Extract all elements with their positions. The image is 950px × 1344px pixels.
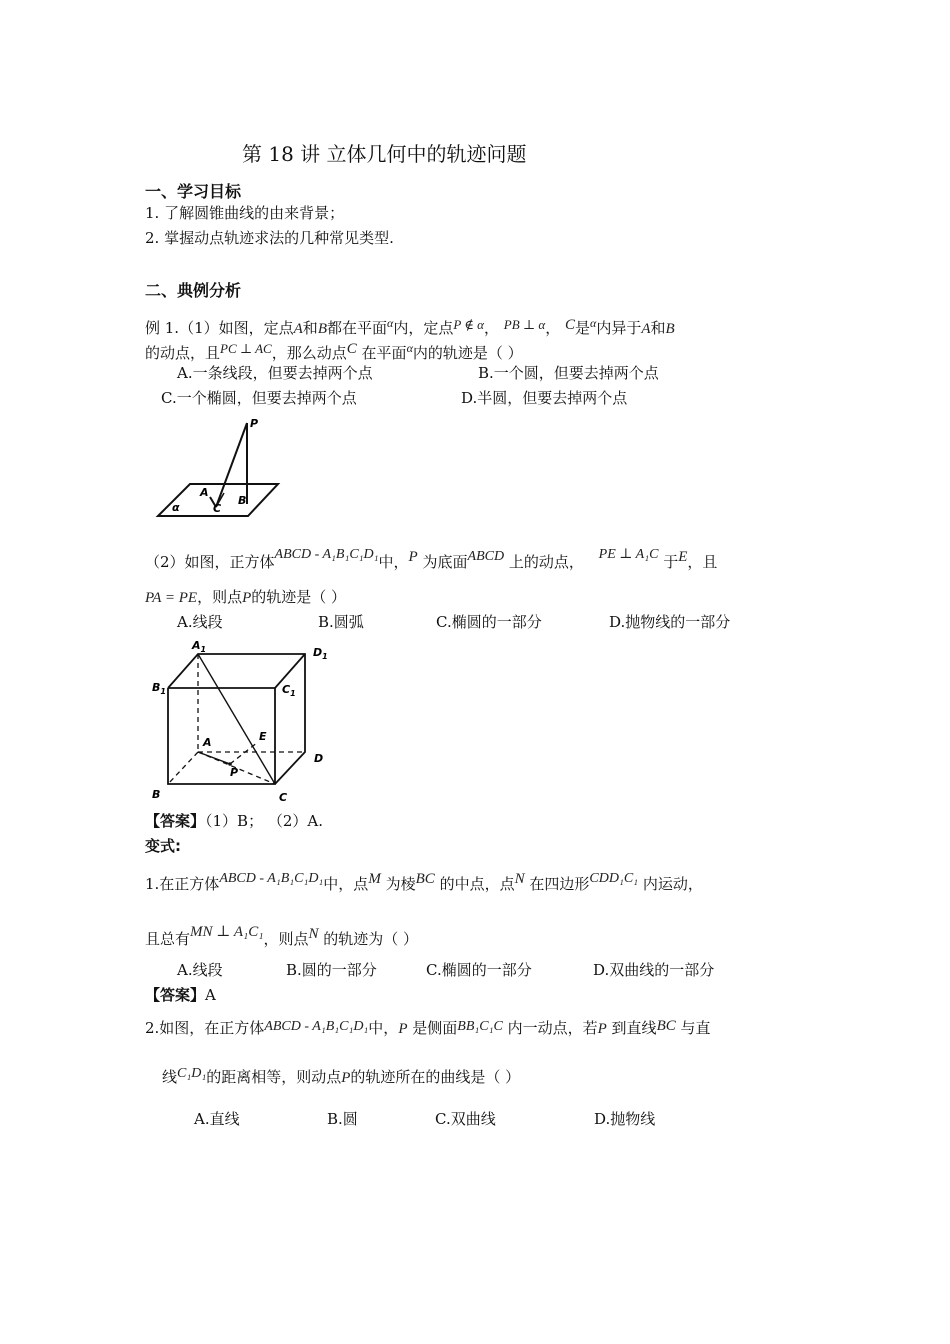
cube-label-d1: $D_1$ — [313, 646, 328, 661]
ex2-option-b: B.圆弧 — [318, 613, 364, 631]
goal-item-1: 1. 了解圆锥曲线的由来背景； — [145, 204, 345, 222]
diagonal-a1-c — [198, 654, 275, 784]
cube-label-b: B — [152, 788, 161, 801]
segment-a-p — [198, 752, 230, 764]
v2-option-a: A.直线 — [194, 1110, 240, 1128]
ex1-option-b: B.一个圆，但要去掉两个点 — [478, 364, 659, 382]
cube-label-p: P — [230, 766, 239, 779]
cube-label-a: A — [203, 736, 212, 749]
cube-label-c1: $C_1$ — [282, 683, 296, 698]
v2-option-c: C.双曲线 — [435, 1110, 496, 1128]
cube-label-b1: $B_1$ — [152, 681, 166, 696]
ex2-line1: （2）如图，正方体ABCD - A₁B₁C₁D₁中，P 为底面ABCD 上的动点， PE ⊥ A₁C 于E，且 — [145, 547, 718, 571]
v1-option-d: D.双曲线的一部分 — [593, 961, 715, 979]
ex1-figure — [150, 412, 285, 522]
v2-line1: 2.如图，在正方体ABCD - A₁B₁C₁D₁中，P 是侧面BB₁C₁C 内一动点，若P 到直线BC 与直 — [145, 1018, 711, 1037]
fig1-label-a: A — [200, 486, 209, 499]
ex2-line2: PA = PE，则点P的轨迹是（ ） — [145, 588, 347, 606]
segment-p-e — [230, 742, 258, 764]
cube-label-d: D — [314, 752, 324, 765]
v1-line2: 且总有MN ⊥ A₁C₁，则点N 的轨迹为（ ） — [145, 924, 419, 948]
cube-label-c: C — [279, 791, 288, 804]
section-heading-examples: 二、典例分析 — [145, 281, 242, 300]
ex2-option-c: C.椭圆的一部分 — [436, 613, 542, 631]
fig1-label-c: C — [213, 502, 222, 515]
cube-label-e: E — [259, 730, 267, 743]
fig1-label-alpha: α — [172, 501, 180, 514]
ex1-option-a: A.一条线段，但要去掉两个点 — [177, 364, 373, 382]
v1-line1: 1.在正方体ABCD - A₁B₁C₁D₁中，点M 为棱BC 的中点，点N 在四边形CDD₁C₁ 内运动， — [145, 871, 703, 893]
page-title: 第 18 讲 立体几何中的轨迹问题 — [242, 142, 527, 166]
section-heading-goals: 一、学习目标 — [145, 182, 242, 201]
variant-heading: 变式: — [145, 837, 181, 855]
fig1-label-p: P — [250, 417, 259, 430]
ex2-cube-figure — [148, 636, 338, 808]
edge-a-b-hidden — [168, 752, 198, 784]
v1-option-a: A.线段 — [177, 961, 223, 979]
fig1-label-b: B — [238, 494, 247, 507]
ex1-option-d: D.半圆，但要去掉两个点 — [461, 389, 628, 407]
ex2-option-d: D.抛物线的一部分 — [609, 613, 731, 631]
v2-option-b: B.圆 — [327, 1110, 358, 1128]
v2-line2: 线C₁D₁的距离相等，则动点P的轨迹所在的曲线是（ ） — [162, 1066, 521, 1086]
v2-option-d: D.抛物线 — [594, 1110, 656, 1128]
ex2-option-a: A.线段 — [177, 613, 223, 631]
ex1-line1: 例 1.（1）如图，定点A和B都在平面$^\alpha$内，定点P ∉ α， PB ⊥ α， C是$^\alpha$内异于A和B — [145, 316, 675, 337]
answer-2: 【答案】A — [145, 986, 216, 1004]
v1-option-b: B.圆的一部分 — [286, 961, 377, 979]
answer-1: 【答案】（1）B； （2）A. — [145, 812, 323, 830]
ex1-line2: 的动点，且PC ⊥ AC，那么动点C 在平面$^\alpha$内的轨迹是（ ） — [145, 341, 523, 362]
v1-option-c: C.椭圆的一部分 — [426, 961, 532, 979]
ex1-option-c: C.一个椭圆，但要去掉两个点 — [161, 389, 357, 407]
cube-label-a1: $A_1$ — [192, 639, 207, 654]
goal-item-2: 2. 掌握动点轨迹求法的几种常见类型. — [145, 229, 394, 247]
